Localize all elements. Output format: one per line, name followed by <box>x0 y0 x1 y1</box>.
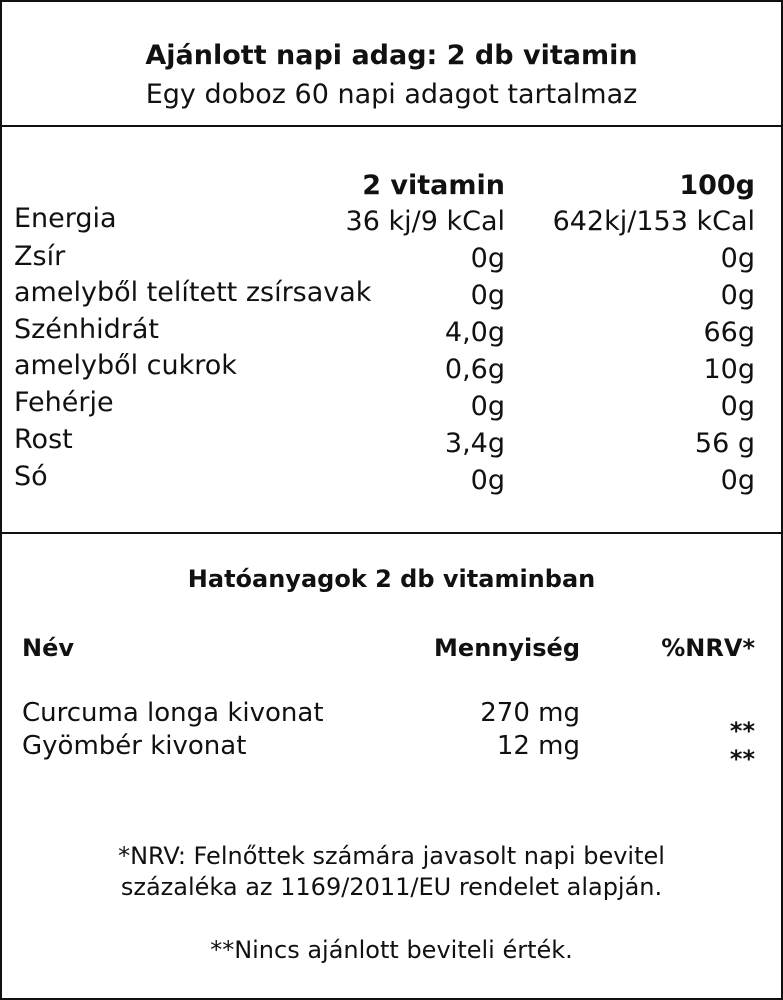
nutrient-serving-value: 3,4g <box>444 428 505 459</box>
nutrient-name: Rost <box>14 424 73 455</box>
actives-header-name: Név <box>22 634 75 662</box>
nutrient-100g-value: 0g <box>720 243 755 274</box>
nutrient-name: Szénhidrát <box>14 314 160 345</box>
nutrient-name: Só <box>14 461 48 492</box>
active-name: Gyömbér kivonat <box>22 731 247 761</box>
footnote-no-reference: **Nincs ajánlott beviteli érték. <box>210 936 573 964</box>
actives-header-nrv: %NRV* <box>661 634 755 662</box>
nutrient-serving-value: 0g <box>470 391 505 422</box>
actives-header-amount: Mennyiség <box>434 634 580 662</box>
nutrient-100g-value: 56 g <box>694 428 755 459</box>
nutrient-serving-value: 0g <box>470 280 505 311</box>
nutrient-serving-value: 0,6g <box>444 354 505 385</box>
nutrient-100g-value: 0g <box>720 280 755 311</box>
footnote-nrv-line2: százaléka az 1169/2011/EU rendelet alapján. <box>120 873 663 901</box>
nutrient-name: Energia <box>14 203 117 234</box>
active-nrv: ** <box>729 745 755 773</box>
nutrient-100g-value: 0g <box>720 391 755 422</box>
col-header-serving: 2 vitamin <box>362 170 505 201</box>
active-amount: 12 mg <box>496 731 580 761</box>
nutrient-serving-value: 36 kj/9 kCal <box>345 206 505 237</box>
active-amount: 270 mg <box>480 698 580 728</box>
actives-title: Hatóanyagok 2 db vitaminban <box>187 565 596 593</box>
nutrient-100g-value: 642kj/153 kCal <box>552 206 755 237</box>
nutrient-100g-value: 0g <box>720 465 755 496</box>
divider-middle <box>2 532 781 534</box>
nutrient-100g-value: 66g <box>703 317 755 348</box>
serving-title: Ajánlott napi adag: 2 db vitamin <box>145 40 638 71</box>
nutrient-name: Fehérje <box>14 387 114 418</box>
nutrient-name: Zsír <box>14 241 66 272</box>
serving-subtitle: Egy doboz 60 napi adagot tartalmaz <box>145 79 638 110</box>
divider-top <box>2 125 781 127</box>
active-name: Curcuma longa kivonat <box>22 698 324 728</box>
nutrient-serving-value: 4,0g <box>444 317 505 348</box>
nutrient-100g-value: 10g <box>703 354 755 385</box>
col-header-100g: 100g <box>679 170 755 201</box>
nutrient-name: amelyből telített zsírsavak <box>14 277 372 308</box>
nutrient-serving-value: 0g <box>470 465 505 496</box>
footnote-nrv-line1: *NRV: Felnőttek számára javasolt napi bevitel <box>118 842 665 870</box>
nutrient-serving-value: 0g <box>470 243 505 274</box>
nutrient-name: amelyből cukrok <box>14 350 237 381</box>
active-nrv: ** <box>729 717 755 745</box>
